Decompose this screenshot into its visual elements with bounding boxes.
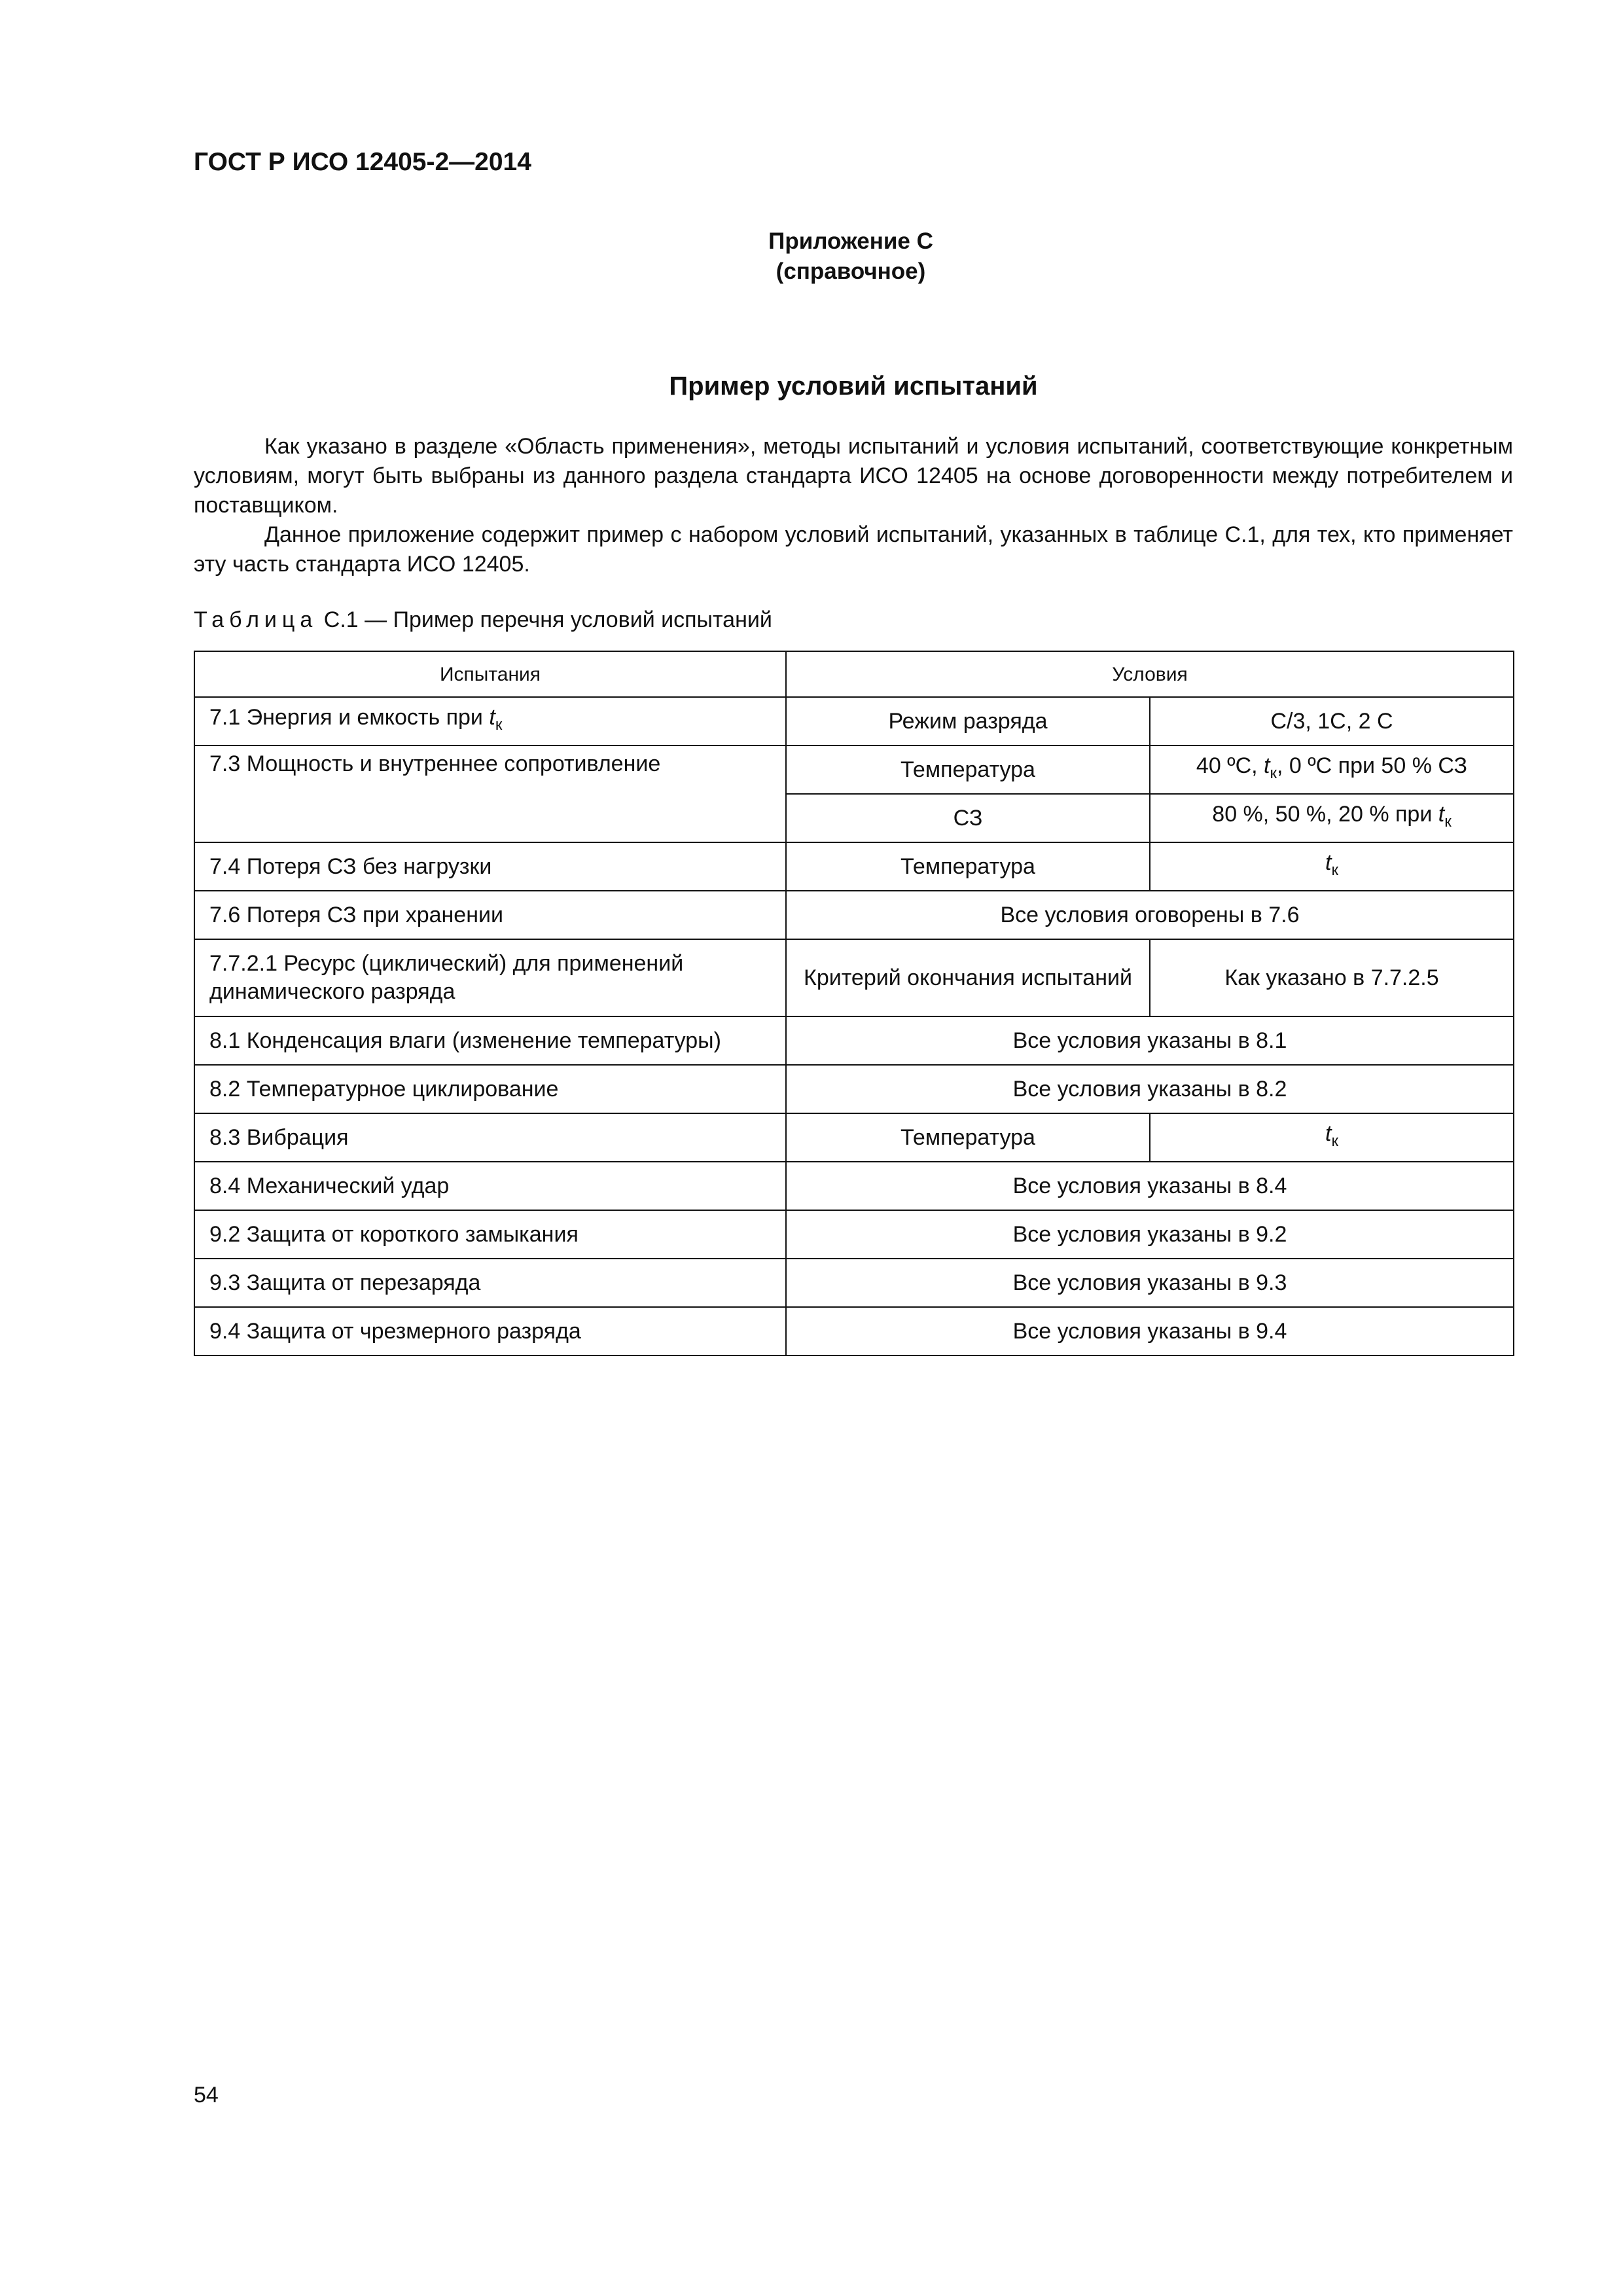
table-caption — [194, 607, 772, 633]
table-row — [194, 1210, 1514, 1259]
test-cell: 7.7.2.1 Ресурс (циклический) для применений динамического разряда — [194, 939, 786, 1016]
appendix-title: Приложение С — [768, 228, 933, 254]
param-cell: Температура — [786, 745, 1150, 794]
value-cell: 80 %, 50 %, 20 % при $t_к$ — [1150, 794, 1514, 842]
table-row — [194, 1113, 1514, 1162]
tk-symbol: $t_к$ — [1325, 850, 1338, 879]
table-row — [194, 1307, 1514, 1355]
table-row — [194, 745, 1514, 794]
merged-conditions-cell: Все условия оговорены в 7.6 — [786, 891, 1514, 939]
param-cell: Критерий окончания испытаний — [786, 939, 1150, 1016]
merged-conditions-cell: Все условия указаны в 8.2 — [786, 1065, 1514, 1113]
table-row — [194, 697, 1514, 745]
test-cell: 8.4 Механический удар — [194, 1162, 786, 1210]
paragraph-scope: Как указано в разделе «Область применения», методы испытаний и условия испытаний, соответствующие конкретным условиям, могут быть выбраны из данного раздела стандарта ИСО 12405 на основе договоренности между потребителем и поставщиком. — [194, 434, 1513, 518]
tk-symbol: $t_к$ — [1325, 1121, 1338, 1150]
header-tests: Испытания — [194, 651, 786, 697]
value-cell: С/3, 1С, 2 С — [1150, 697, 1514, 745]
conditions-table — [194, 651, 1514, 1356]
table-row — [194, 1065, 1514, 1113]
tk-symbol: $t_к$ — [1264, 753, 1277, 782]
test-cell: 8.2 Температурное циклирование — [194, 1065, 786, 1113]
value-cell: 40 ºС, $t_к$, 0 ºС при 50 % СЗ — [1150, 745, 1514, 794]
test-cell: 7.4 Потеря СЗ без нагрузки — [194, 842, 786, 891]
merged-conditions-cell: Все условия указаны в 9.3 — [786, 1259, 1514, 1307]
table-caption-label: Таблица — [194, 607, 318, 632]
header-conditions: Условия — [786, 651, 1514, 697]
param-cell: Температура — [786, 1113, 1150, 1162]
merged-conditions-cell: Все условия указаны в 9.2 — [786, 1210, 1514, 1259]
table-row — [194, 939, 1514, 1016]
param-cell: Режим разряда — [786, 697, 1150, 745]
table-row — [194, 1162, 1514, 1210]
table-row — [194, 1259, 1514, 1307]
merged-conditions-cell: Все условия указаны в 8.4 — [786, 1162, 1514, 1210]
param-cell: Температура — [786, 842, 1150, 891]
table-row — [194, 842, 1514, 891]
table-header-row — [194, 651, 1514, 697]
table-row — [194, 1016, 1514, 1065]
value-cell — [1150, 842, 1514, 891]
tk-symbol: $t_к$ — [1438, 802, 1452, 831]
test-cell: 7.6 Потеря СЗ при хранении — [194, 891, 786, 939]
paragraph-appendix-content: Данное приложение содержит пример с набором условий испытаний, указанных в таблице С.1, для тех, кто применяет эту часть стандарта ИСО 12405. — [194, 522, 1513, 577]
test-cell — [194, 697, 786, 745]
merged-conditions-cell: Все условия указаны в 9.4 — [786, 1307, 1514, 1355]
section-title: Пример условий испытаний — [669, 372, 1038, 401]
test-cell: 8.1 Конденсация влаги (изменение температуры) — [194, 1016, 786, 1065]
tk-symbol: $t_к$ — [489, 705, 503, 734]
table-caption-text: С.1 — Пример перечня условий испытаний — [323, 607, 772, 632]
test-cell: 9.2 Защита от короткого замыкания — [194, 1210, 786, 1259]
value-cell: Как указано в 7.7.2.5 — [1150, 939, 1514, 1016]
test-cell: 7.3 Мощность и внутреннее сопротивление — [194, 745, 786, 842]
merged-conditions-cell: Все условия указаны в 8.1 — [786, 1016, 1514, 1065]
table-row — [194, 891, 1514, 939]
appendix-status: (справочное) — [776, 259, 926, 284]
page-number: 54 — [194, 2083, 219, 2108]
document-code: ГОСТ Р ИСО 12405-2—2014 — [194, 148, 531, 176]
param-cell: СЗ — [786, 794, 1150, 842]
test-name: 7.1 Энергия и емкость при — [209, 705, 490, 730]
test-cell: 9.4 Защита от чрезмерного разряда — [194, 1307, 786, 1355]
test-cell: 9.3 Защита от перезаряда — [194, 1259, 786, 1307]
value-cell — [1150, 1113, 1514, 1162]
test-cell: 8.3 Вибрация — [194, 1113, 786, 1162]
